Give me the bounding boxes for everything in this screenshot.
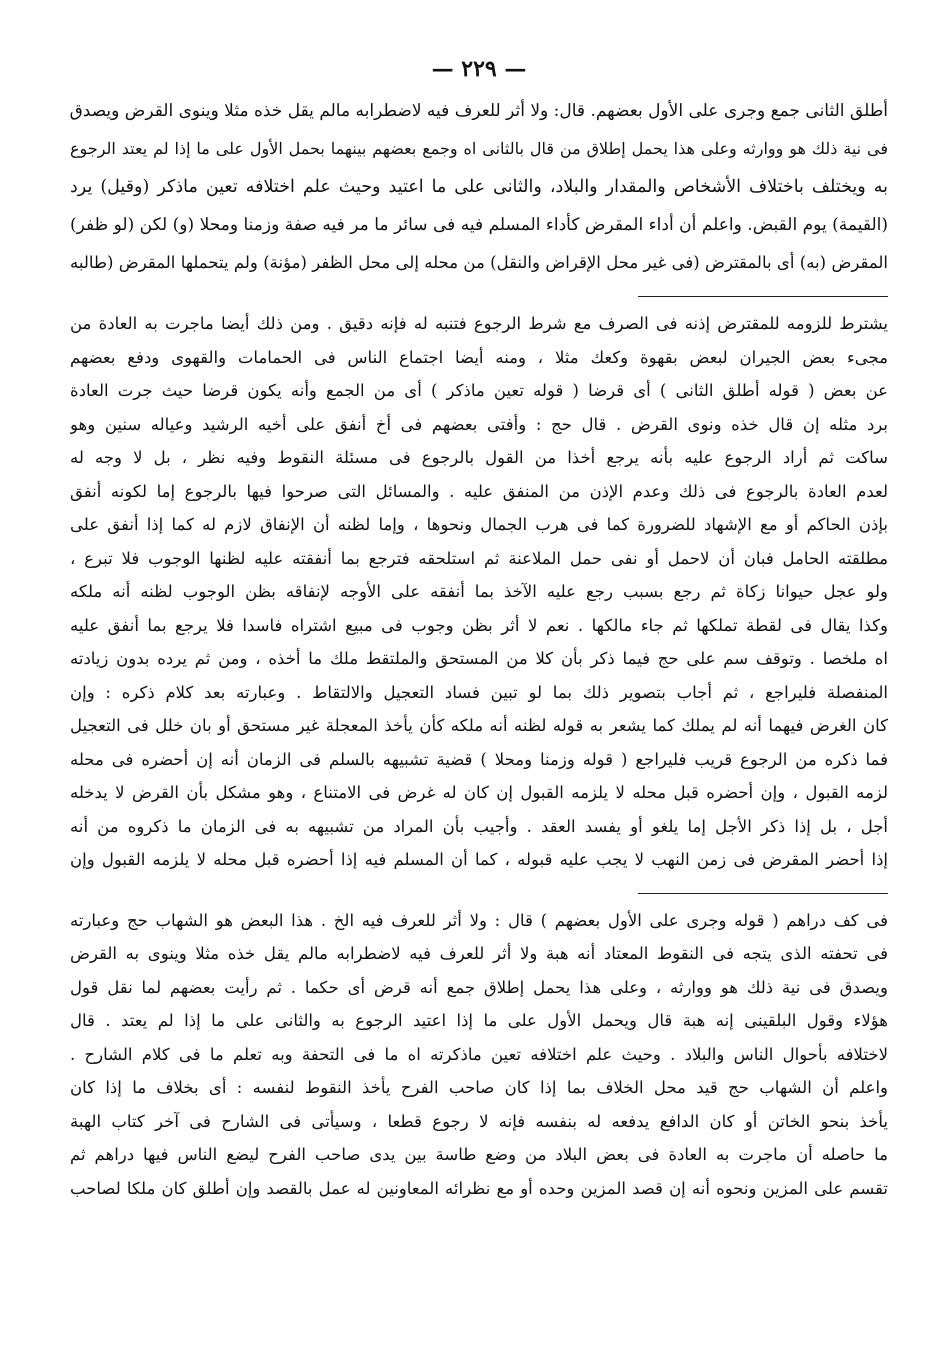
- hashiya-line: لعدم العادة بالرجوع فى ذلك وعدم الإذن من المنفق عليه . والمسائل التى صرحوا فيها بالرجوع إما لكونه أنفق: [70, 481, 888, 501]
- hashiya-line: لزمه القبول ، وإن أحضره قبل محله لا يلزمه القبول إن كان له غرض فى الامتناع ، وهو مشكل بأن القرض لا يدخله: [70, 783, 888, 802]
- hashiya-line: المنفصلة فليراجع ، ثم أجاب بتصوير ذلك بما لو تبين فساد التعجيل والالتقاط . وعبارته بعد كلام ذكره : وإن: [70, 682, 888, 702]
- main-line: فى نية ذلك هو ووارثه وعلى هذا يحمل إطلاق من قال بالثانى اه وجمع بعضهم بينهما بحمل الأول على ما إذا لم يعتد الرجوع: [70, 139, 888, 158]
- hashiya-line: إذا أحضر المقرض فى زمن النهب لا يجب عليه قبوله ، كما أن المسلم فيه إذا أحضره قبل محله لا يلزمه القبول وإن: [70, 850, 888, 869]
- main-line: به ويختلف باختلاف الأشخاص والمقدار والبلاد، والثانى على ما اعتيد وحيث علم اختلافه تعين ماذكر (وقيل) يرد: [70, 177, 888, 197]
- hashiya-line: مجىء بعض الجيران لبعض بقهوة وكعك مثلا ، ومنه أيضا اجتماع الناس فى الحمامات والقهوى ودفع بعضهم: [70, 347, 888, 367]
- separator-rule: [638, 296, 888, 297]
- main-line: (القيمة) يوم القبض. واعلم أن أداء المقرض كأداء المسلم فيه فى سائر ما مر فيه صفة وزمنا ومحلا (و) لكن (لو ظفر): [70, 215, 888, 235]
- hashiya-text: [70, 307, 888, 877]
- hashiya-line: يشترط للزومه للمقترض إذنه فى الصرف مع شرط الرجوع فتنبه له فإنه دقيق . ومن ذلك أيضا ماجرت به العادة من: [70, 314, 888, 333]
- sub-hashiya-text: [70, 904, 888, 1206]
- hashiya-line: أجل ، بل إذا ذكر الأجل إما يلغو أو يفسد العقد . وأجيب بأن المراد من تشبيهه به فى الزمان ما ذكروه من أنه: [70, 816, 888, 836]
- hashiya-line: كان الغرض فيهما أنه لم يملك كما يشعر به قوله لظنه أنه ملكه كأن يأخذ المعجلة غير مستحق أو بان خلل فى التعجيل: [70, 716, 888, 735]
- hashiya-line: بإذن الحاكم أو مع الإشهاد للضرورة كما فى هرب الجمال ونحوها ، وإما لظنه أن الإنفاق لازم له كما إذا أنفق على: [70, 515, 888, 534]
- sub-hashiya-line: لاختلافه بأحوال الناس والبلاد . وحيث علم اختلافه تعين ماذكرته اه ما فى التحفة وبه تعلم ما فى كلام الشارح .: [70, 1044, 888, 1064]
- sub-hashiya-line: يأخذ بنحو الخاتن أو كان الدافع يدفعه له بنفسه فإنه لا رجوع قطعا ، وسيأتى فى الشارح فى آخر كتاب الهبة: [70, 1111, 888, 1131]
- hashiya-line: مطلقته الحامل فبان أن لاحمل أو نفى حمل الملاعنة ثم استلحقه فترجع بما أنفقته عليه لظنها الوجوب فلا تبرع ،: [70, 548, 888, 568]
- hashiya-line: عن بعض ( قوله أطلق الثانى ) أى قرضا ( قوله تعين ماذكر ) أى من الجمع وأنه يكون قرضا حيث جرت العادة: [70, 381, 888, 400]
- sub-hashiya-line: هؤلاء وقول البلقينى إنه هبة قال ويحمل الأول على ما إذا اعتيد الرجوع به والثانى على ما إذا لم يعتد . قال: [70, 1011, 888, 1030]
- hashiya-line: ساكت ثم أراد الرجوع عليه بأنه يرجع أخذا من القول بالرجوع فى مسئلة النقوط وفيه نظر ، بل لا وجه له: [70, 448, 888, 467]
- hashiya-line: وكذا يقال فى لقطة تملكها ثم جاء مالكها . نعم لا أثر بظن وجوب فى مبيع اشتراه فاسدا فلا يرجع بما أنفق عليه: [70, 615, 888, 635]
- main-line: المقرض (به) أى بالمقترض (فى غير محل الإقراض والنقل) من محله إلى محل الظفر (مؤنة) ولم يتحملها المقرض (طالبه: [70, 253, 888, 272]
- sub-hashiya-line: تقسم على المزين ونحوه أنه إن قصد المزين وحده أو مع نظرائه المعاونين له عمل بالقصد وإن أطلق كان ملكا لصاحب: [70, 1178, 888, 1198]
- sub-hashiya-line: فى تحفته الذى يتجه فى النقوط المعتاد أنه هبة ولا أثر للعرف فيه لاضطرابه مالم يقل خذه مثلا وينوى به القرض: [70, 944, 888, 963]
- page-number: — ٢٢٩ —: [431, 56, 527, 82]
- hashiya-line: فما ذكره من الرجوع قريب فليراجع ( قوله وزمنا ومحلا ) قضية تشبيهه بالسلم فى الزمان أنه إن أحضره فى محله: [70, 749, 888, 769]
- main-text: [70, 92, 888, 282]
- hashiya-line: برد مثله إن قال خذه ونوى القرض . قال حج : وأفتى بعضهم فى أخ أنفق على أخيه الرشيد وعياله سنين وهو: [70, 414, 888, 434]
- hashiya-line: اه ملخصا . وتوقف سم على حج فيما ذكر بأن كلا من المستحق والملتقط ملك ما أخذه ، ومن ثم يرده بدون زيادته: [70, 649, 888, 668]
- sub-hashiya-line: ما حاصله أن ماجرت به العادة فى بعض البلاد من وضع طاسة بين يدى صاحب الفرح ليضع الناس فيها دراهم ثم: [70, 1145, 888, 1164]
- sub-hashiya-line: فى كف دراهم ( قوله وجرى على الأول بعضهم ) قال : ولا أثر للعرف فيه الخ . هذا البعض هو الشهاب حج وعبارته: [70, 910, 888, 930]
- main-line: أطلق الثانى جمع وجرى على الأول بعضهم. قال: ولا أثر للعرف فيه لاضطرابه مالم يقل خذه مثلا وينوى القرض ويصدق: [70, 101, 888, 121]
- hashiya-line: ولو عجل حيوانا زكاة ثم رجع بسبب رجع عليه الآخذ بما أنفقه على الأوجه لإنفاقه بظن الوجوب لظنه أنه ملكه: [70, 582, 888, 601]
- sub-hashiya-line: واعلم أن الشهاب حج قيد محل الخلاف بما إذا كان صاحب الفرح يأخذ النقوط لنفسه : أى بخلاف ما إذا كان: [70, 1078, 888, 1097]
- separator-rule: [638, 893, 888, 894]
- sub-hashiya-line: ويصدق فى نية ذلك هو ووارثه ، وعلى هذا يحمل إطلاق جمع أنه قرض أى حكما . ثم رأيت بعضهم لما نقل قول: [70, 977, 888, 997]
